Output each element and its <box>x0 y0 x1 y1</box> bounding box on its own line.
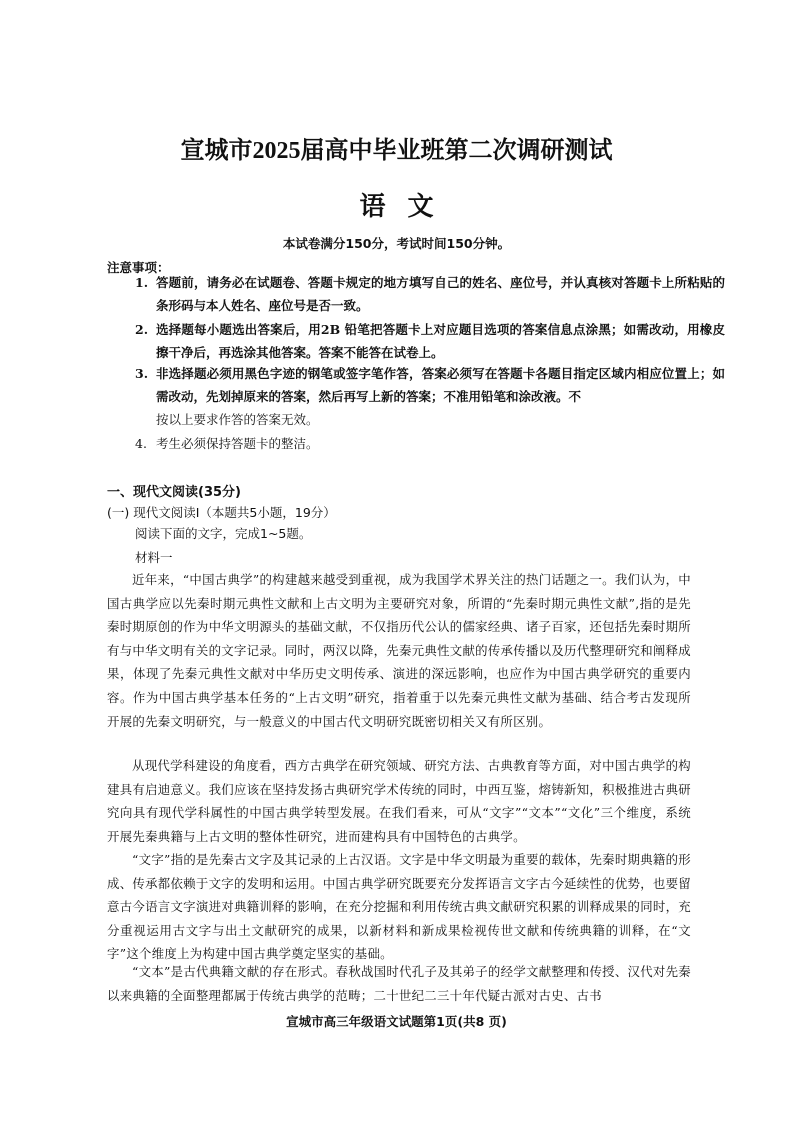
notice-item-number: 4. <box>135 436 147 451</box>
notice-item-text: 答题前，请务必在试题卷、答题卡规定的地方填写自己的姓名、座位号，并认真核对答题卡上所粘贴的条形码与本人姓名、座位号是否一致。 <box>156 275 725 313</box>
notice-item-number: 3. <box>135 366 149 381</box>
reading-instruction: 阅读下面的文字，完成1~5题。 <box>135 526 312 541</box>
notice-item <box>135 318 725 364</box>
body-paragraph: “文字”指的是先秦古文字及其记录的上古汉语。文字是中华文明最为重要的载体，先秦时期典籍的形成、传承都依赖于文字的发明和运用。中国古典学研究既要充分发挥语言文字古今延续性的优势，也要留意古今语言文字演进对典籍训释的影响，在充分挖掘和利用传统古典文献研究积累的训释成果的同时，充分重视运用古文字与出土文献研究的成果，以新材料和新成果检视传世文献和传统典籍的训释，在“文字”这个维度上为构建中国古典学奠定坚实的基础。 <box>107 852 691 962</box>
notice-item-text: 考生必须保持答题卡的整洁。 <box>156 436 319 451</box>
notice-item-text-tail: 按以上要求作答的答案无效。 <box>156 412 319 427</box>
notice-item-text: 选择题每小题选出答案后，用2B 铅笔把答题卡上对应题目选项的答案信息点涂黑；如需改动，用橡皮擦干净后，再选涂其他答案。答案不能答在试卷上。 <box>156 322 725 360</box>
notice-item-text <box>135 362 725 431</box>
notice-item-number: 2. <box>135 322 149 337</box>
notice-heading: 注意事项： <box>107 260 170 275</box>
body-paragraph: 从现代学科建设的角度看，西方古典学在研究领域、研究方法、古典教育等方面，对中国古典学的构建具有启迪意义。我们应该在坚持发扬古典研究学术传统的同时，中西互鉴，熔铸新知，积极推进古典研究向具有现代学科属性的中国古典学转型发展。在我们看来，可从“文字”“文本”“文化”三个维度，系统开展先秦典籍与上古文明的整体性研究，进而建构具有中国特色的古典学。 <box>107 758 691 844</box>
notice-item-text-main: 非选择题必须用黑色字迹的钢笔或签字笔作答，答案必须写在答题卡各题目指定区域内相应位置上；如需改动，先划掉原来的答案，然后再写上新的答案；不准用铅笔和涂改液。不 <box>156 366 725 404</box>
exam-meta: 本试卷满分150分，考试时间150分钟。 <box>282 236 511 251</box>
body-paragraph: 近年来，“中国古典学”的构建越来越受到重视，成为我国学术界关注的热门话题之一。我们认为，中国古典学应以先秦时期元典性文献和上古文明为主要研究对象，所谓的“先秦时期元典性文献”,指的是先秦时期原创的作为中华文明源头的基础文献，不仅指历代公认的儒家经典、诸子百家，还包括先秦时期所有与中华文明有关的文字记录。同时，两汉以降，先秦元典性文献的传承传播以及历代整理研究和阐释成果，体现了先秦元典性文献对中华历史文明传承、演进的深远影响，也应作为中国古典学研究的重要内容。作为中国古典学基本任务的“上古文明”研究，指着重于以先秦元典性文献为基础、结合考古发现所开展的先秦文明研究，与一般意义的中国古代文明研究既密切相关又有所区别。 <box>107 572 691 729</box>
page-footer: 宣城市高三年级语文试题第1页(共8 页) <box>286 1014 507 1029</box>
section-subheading: (一) 现代文阅读I（本题共5小题，19分） <box>107 505 336 520</box>
notice-item <box>135 432 725 455</box>
notice-item-number: 1. <box>135 275 149 290</box>
notice-item <box>135 271 725 317</box>
body-paragraph: “文本”是古代典籍文献的存在形式。春秋战国时代孔子及其弟子的经学文献整理和传授、汉代对先秦以来典籍的全面整理都属于传统古典学的范畴；二十世纪二三十年代疑古派对古史、古书 <box>107 964 691 1003</box>
subject-title: 语文 <box>359 192 456 222</box>
material-label: 材料一 <box>135 550 173 565</box>
notice-item <box>135 362 725 431</box>
exam-title: 宣城市2025届高中毕业班第二次调研测试 <box>180 138 613 164</box>
section-heading: 一、现代文阅读(35分) <box>107 485 241 500</box>
